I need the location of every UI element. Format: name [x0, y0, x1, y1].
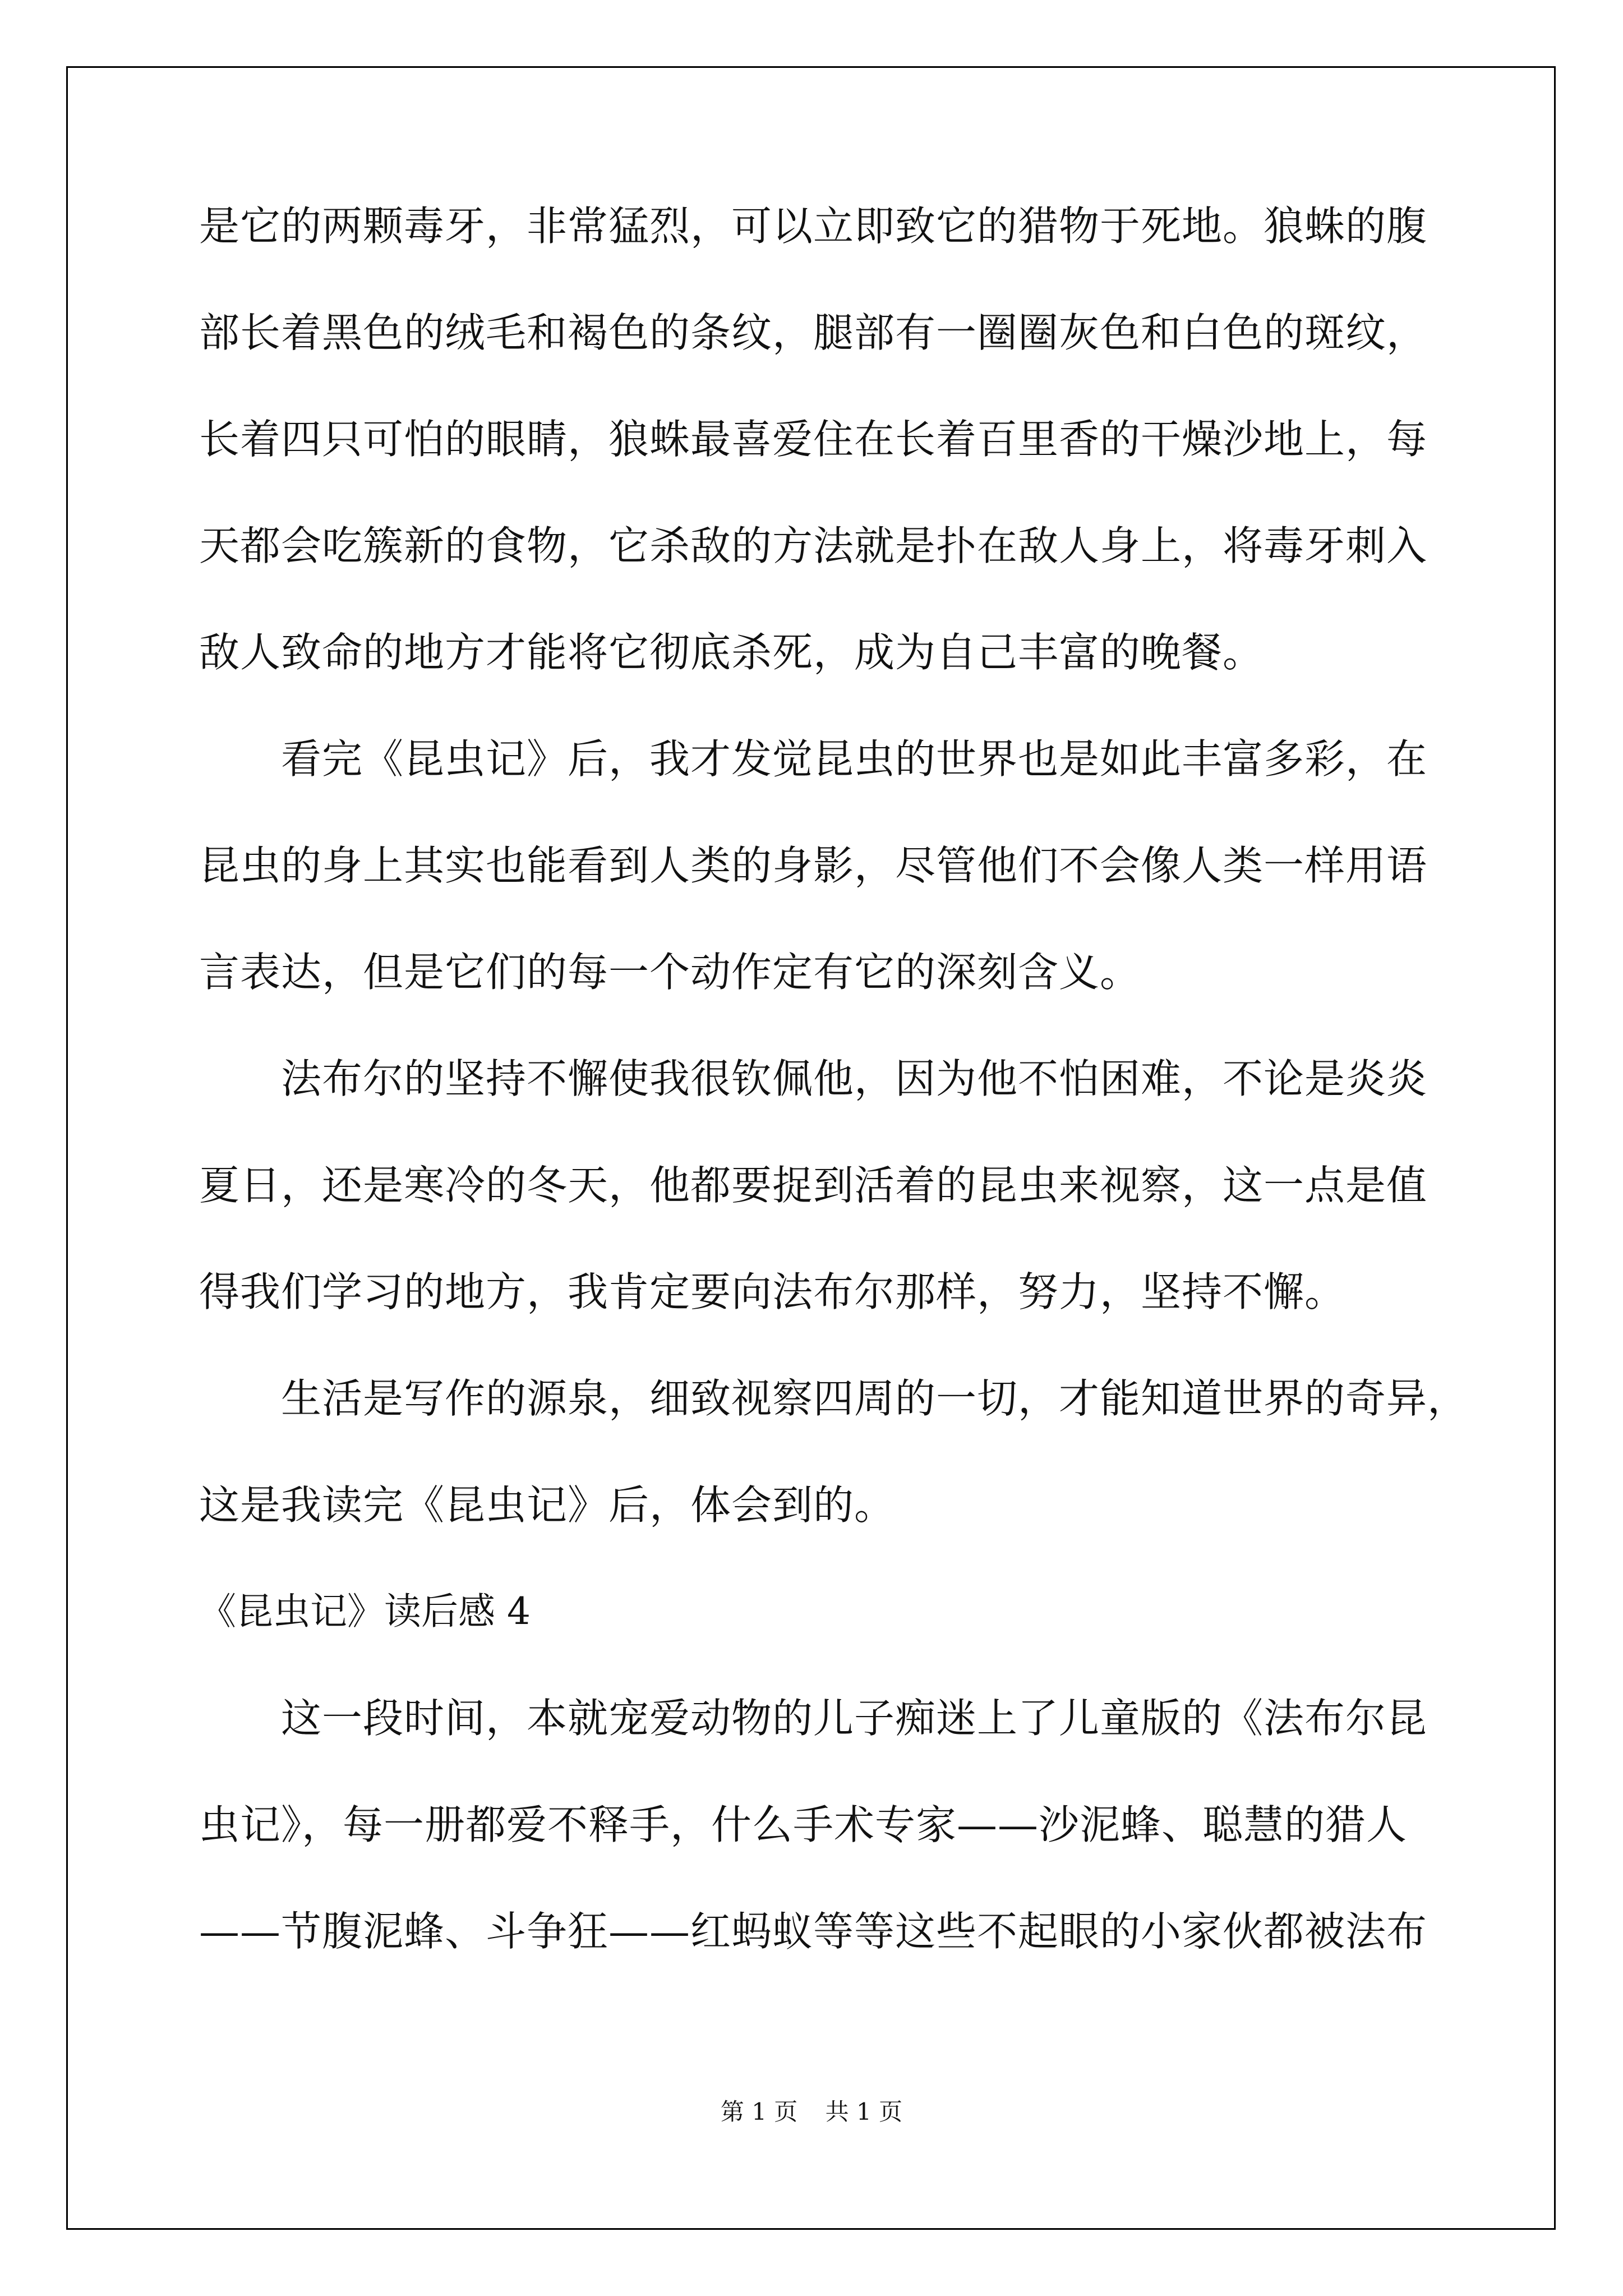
page-number: 第 1 页 — [720, 2098, 798, 2125]
paragraph-line: 夏日，还是寒冷的冬天，他都要捉到活着的昆虫来视察，这一点是值 — [199, 1162, 1428, 1209]
paragraph-line: 得我们学习的地方，我肯定要向法布尔那样，努力，坚持不懈。 — [199, 1268, 1346, 1315]
paragraph-line: 部长着黑色的绒毛和褐色的条纹，腿部有一圈圈灰色和白色的斑纹， — [199, 309, 1428, 356]
document-body — [199, 199, 1469, 2011]
paragraph-line: 天都会吃簇新的食物，它杀敌的方法就是扑在敌人身上，将毒牙刺入 — [199, 522, 1428, 569]
paragraph-line: ——节腹泥蜂、斗争狂——红蚂蚁等等这些不起眼的小家伙都被法布 — [199, 1908, 1428, 1955]
paragraph-line: 是它的两颗毒牙，非常猛烈，可以立即致它的猎物于死地。狼蛛的腹 — [199, 203, 1428, 250]
section-heading: 《昆虫记》读后感 4 — [199, 1590, 531, 1633]
paragraph-line: 这是我读完《昆虫记》后，体会到的。 — [199, 1481, 896, 1529]
paragraph-line: 昆虫的身上其实也能看到人类的身影，尽管他们不会像人类一样用语 — [199, 842, 1428, 889]
paragraph-line: 法布尔的坚持不懈使我很钦佩他，因为他不怕困难，不论是炎炎 — [281, 1055, 1428, 1102]
paragraph-line: 这一段时间，本就宠爱动物的儿子痴迷上了儿童版的《法布尔昆 — [281, 1695, 1428, 1742]
paragraph-line: 看完《昆虫记》后，我才发觉昆虫的世界也是如此丰富多彩，在 — [281, 735, 1428, 783]
paragraph-line: 敌人致命的地方才能将它彻底杀死，成为自己丰富的晚餐。 — [199, 629, 1264, 676]
paragraph-line: 言表达，但是它们的每一个动作定有它的深刻含义。 — [199, 949, 1141, 996]
page-total: 共 1 页 — [825, 2098, 903, 2125]
paragraph-line: 生活是写作的源泉，细致视察四周的一切，才能知道世界的奇异， — [281, 1375, 1469, 1422]
paragraph-line: 长着四只可怕的眼睛，狼蛛最喜爱住在长着百里香的干燥沙地上，每 — [199, 416, 1428, 463]
paragraph-line: 虫记》，每一册都爱不释手，什么手术专家——沙泥蜂、聪慧的猎人 — [199, 1801, 1408, 1848]
page-footer — [0, 2098, 1623, 2126]
